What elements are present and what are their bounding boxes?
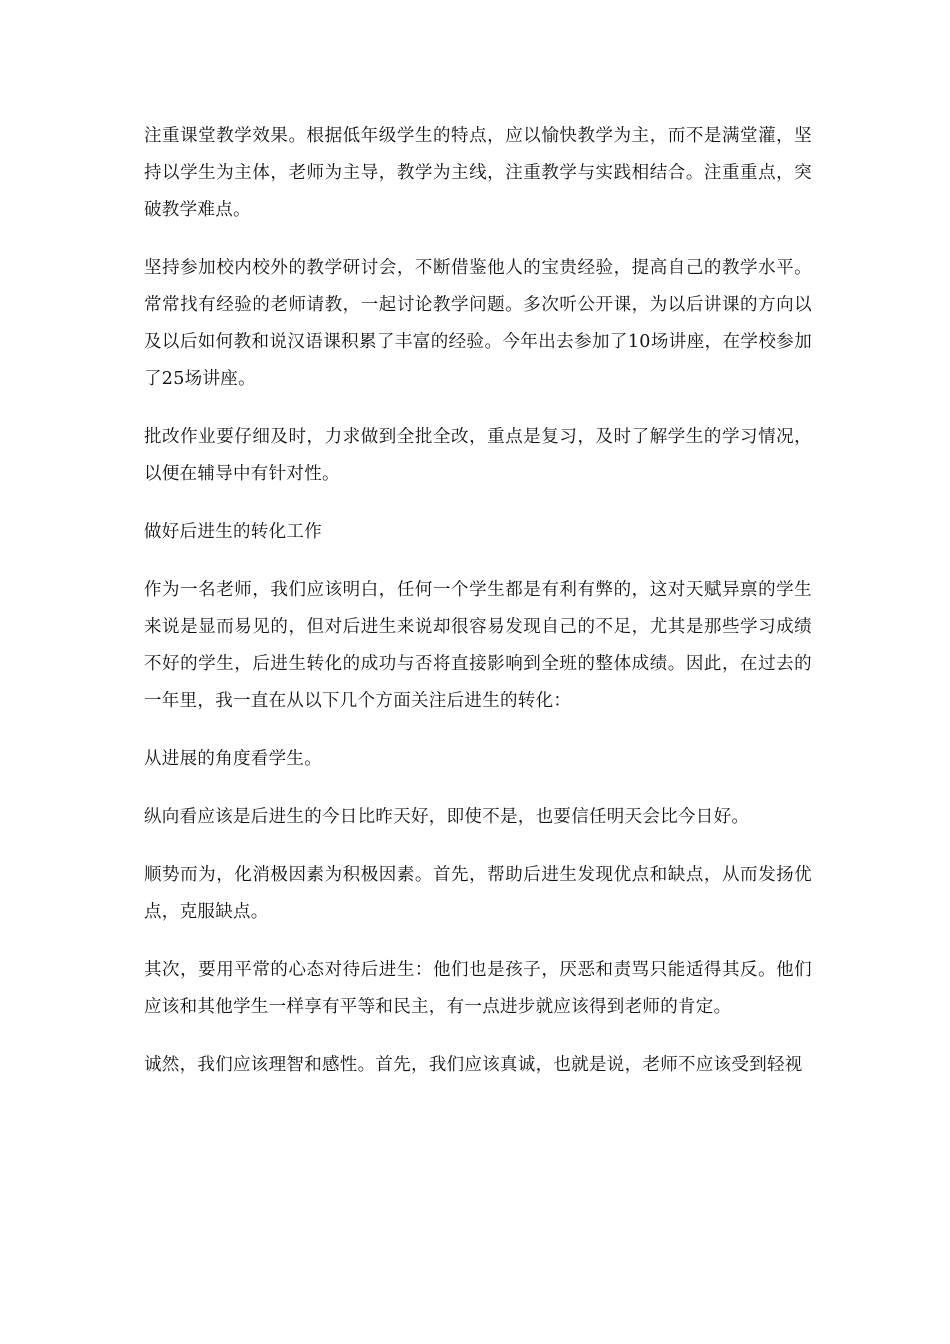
paragraph-positive-factors: 顺势而为，化消极因素为积极因素。首先，帮助后进生发现优点和缺点，从而发扬优点，克服缺点。 [144,865,812,922]
paragraph-reason-and-sensibility: 诚然，我们应该理智和感性。首先，我们应该真诚，也就是说，老师不应该受到轻视 [144,1055,803,1075]
paragraph-longitudinal-view: 纵向看应该是后进生的今日比昨天好，即使不是，也要信任明天会比今日好。 [144,807,750,827]
paragraph-progress-perspective: 从进展的角度看学生。 [144,749,322,769]
paragraph-homework-correction: 批改作业要仔细及时，力求做到全批全改，重点是复习，及时了解学生的学习情况，以便在辅导中有针对性。 [144,427,812,484]
paragraph-normal-attitude: 其次，要用平常的心态对待后进生：他们也是孩子，厌恶和责骂只能适得其反。他们应该和其他学生一样享有平等和民主，有一点进步就应该得到老师的肯定。 [144,960,812,1017]
section-heading-underachievers: 做好后进生的转化工作 [144,522,322,542]
paragraph-teacher-understanding: 作为一名老师，我们应该明白，任何一个学生都是有利有弊的，这对天赋异禀的学生来说是显而易见的，但对后进生来说却很容易发现自己的不足，尤其是那些学习成绩不好的学生，后进生转化的成功与否将直接影响到全班的整体成绩。因此，在过去的一年里，我一直在从以下几个方面关注后进生的转化： [144,580,812,711]
paragraph-teaching-seminars: 坚持参加校内校外的教学研讨会，不断借鉴他人的宝贵经验，提高自己的教学水平。常常找有经验的老师请教，一起讨论教学问题。多次听公开课，为以后讲课的方向以及以后如何教和说汉语课积累了丰富的经验。今年出去参加了10场讲座，在学校参加了25场讲座。 [144,258,812,389]
paragraph-classroom-effect: 注重课堂教学效果。根据低年级学生的特点，应以愉快教学为主，而不是满堂灌，坚持以学生为主体，老师为主导，教学为主线，注重教学与实践相结合。注重重点，突破教学难点。 [144,126,812,220]
document-body [144,118,812,1105]
